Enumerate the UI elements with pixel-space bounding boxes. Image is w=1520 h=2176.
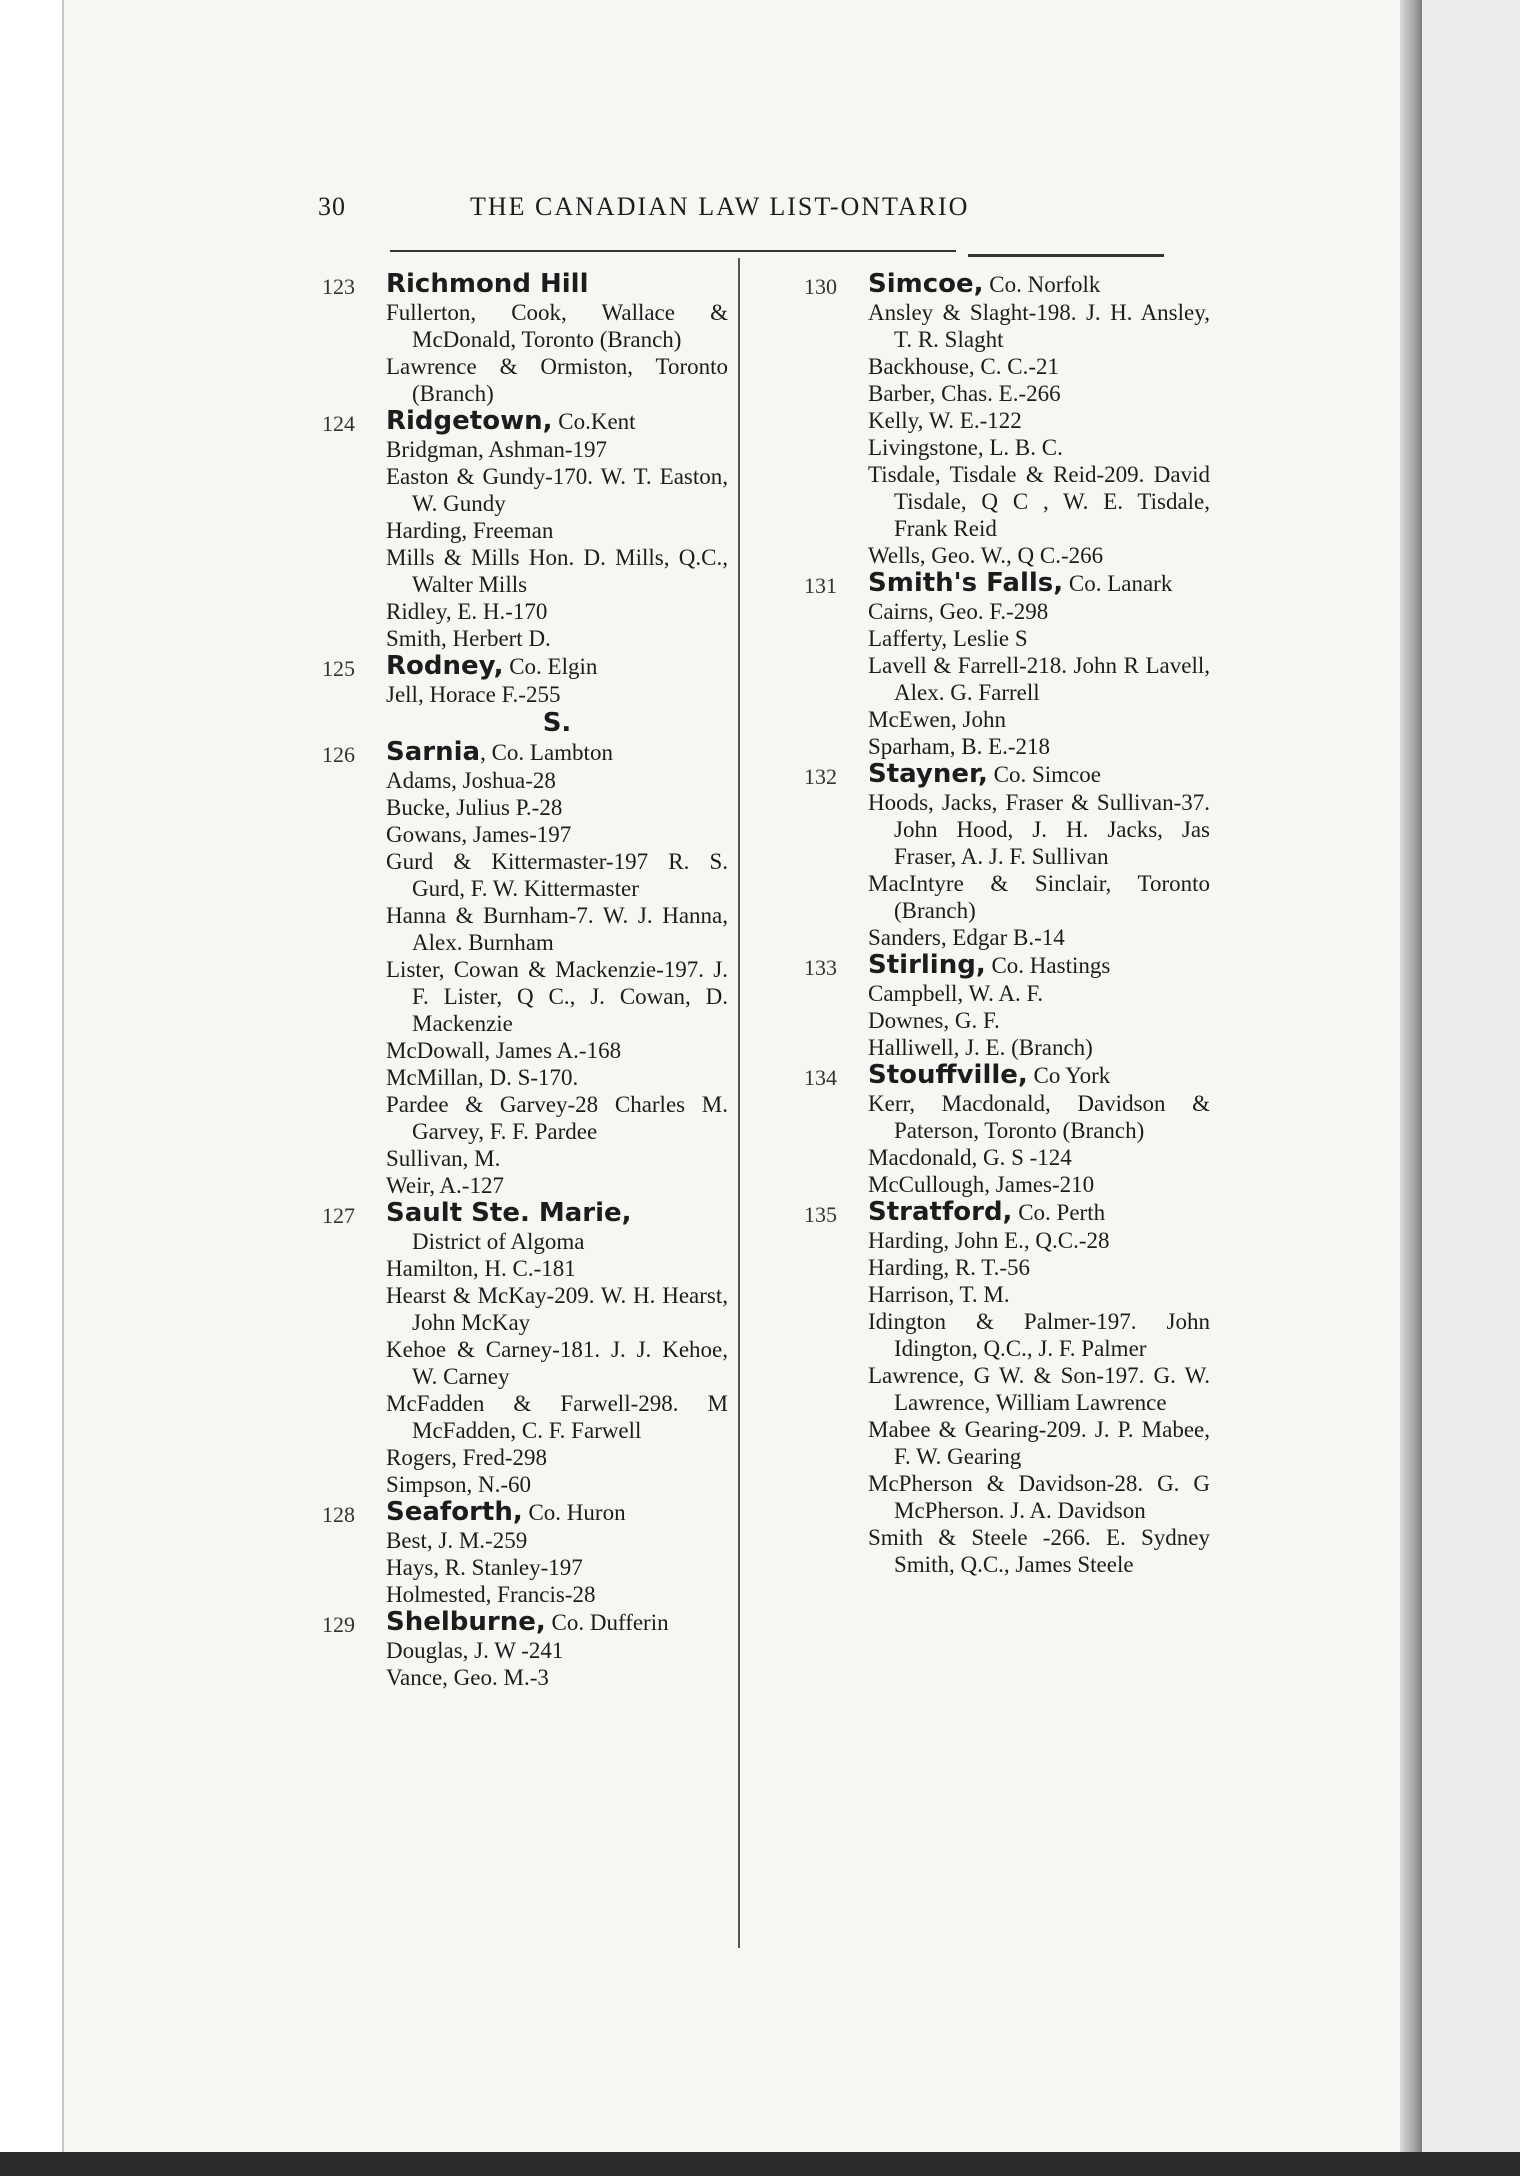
lawyer-listing: Harrison, T. M. — [868, 1282, 1010, 1307]
lawyer-listing: Sanders, Edgar B.-14 — [868, 925, 1065, 950]
county-name: Co. Hastings — [991, 953, 1111, 978]
lawyer-listing: Holmested, Francis-28 — [386, 1582, 596, 1607]
place-name: Richmond Hill — [386, 269, 589, 299]
town-entry — [318, 1498, 728, 1608]
county-line: District of Algoma — [412, 1229, 585, 1254]
lawyer-listing: Downes, G. F. — [868, 1008, 1000, 1033]
left-column — [318, 270, 728, 1691]
town-entry — [318, 1608, 728, 1691]
lawyer-listing: Lavell & Farrell-218. John R Lavell, Alex. G. Farrell — [868, 653, 1210, 705]
entry-number: 131 — [804, 573, 837, 598]
lawyer-listing: Smith, Herbert D. — [386, 626, 551, 651]
place-name: Stayner, — [868, 759, 988, 789]
lawyer-listing: Hearst & McKay-209. W. H. Hearst, John McKay — [386, 1283, 728, 1335]
lawyer-listing: Kehoe & Carney-181. J. J. Kehoe, W. Carney — [386, 1337, 728, 1389]
lawyer-listing: McPherson & Davidson-28. G. G McPherson. J. A. Davidson — [868, 1471, 1210, 1523]
lawyer-listing: McDowall, James A.-168 — [386, 1038, 622, 1063]
lawyer-listing: Macdonald, G. S -124 — [868, 1145, 1072, 1170]
lawyer-listing: Smith & Steele -266. E. Sydney Smith, Q.C., James Steele — [868, 1525, 1210, 1577]
lawyer-listing: Backhouse, C. C.-21 — [868, 354, 1060, 379]
place-heading — [868, 1198, 1210, 1227]
lawyer-listing: McMillan, D. S-170. — [386, 1065, 579, 1090]
county-name: Co York — [1033, 1063, 1111, 1088]
county-name: Co. Perth — [1018, 1200, 1106, 1225]
county-name: Co. Simcoe — [993, 762, 1101, 787]
town-entry — [318, 407, 728, 652]
place-heading — [868, 270, 1210, 299]
town-entry — [318, 1199, 728, 1498]
entry-number: 123 — [322, 274, 355, 299]
lawyer-listing: Idington & Palmer-197. John Idington, Q.C., J. F. Palmer — [868, 1309, 1210, 1361]
place-name: Stouffville, — [868, 1060, 1028, 1090]
lawyer-listing: Ansley & Slaght-198. J. H. Ansley, T. R. Slaght — [868, 300, 1210, 352]
entry-number: 127 — [322, 1203, 355, 1228]
lawyer-listing: Harding, Freeman — [386, 518, 554, 543]
place-heading — [386, 652, 728, 681]
place-heading — [868, 1061, 1210, 1090]
county-name: Co.Kent — [558, 409, 636, 434]
entry-number: 135 — [804, 1202, 837, 1227]
town-entry — [800, 569, 1210, 760]
place-name: Simcoe, — [868, 269, 984, 299]
page-header — [318, 192, 1038, 232]
page-number: 30 — [318, 192, 346, 221]
place-name: Sault Ste. Marie, — [386, 1198, 632, 1228]
town-entry — [318, 652, 728, 708]
page-edge-shadow — [1400, 0, 1422, 2176]
lawyer-listing: Pardee & Garvey-28 Charles M. Garvey, F. F. Pardee — [386, 1092, 728, 1144]
entry-number: 125 — [322, 656, 355, 681]
place-heading — [868, 760, 1210, 789]
town-entry — [800, 760, 1210, 951]
place-heading — [868, 569, 1210, 598]
lawyer-listing: Wells, Geo. W., Q C.-266 — [868, 543, 1104, 568]
lawyer-listing: Douglas, J. W -241 — [386, 1638, 564, 1663]
column-divider — [738, 258, 740, 1948]
place-name: Stirling, — [868, 950, 986, 980]
lawyer-listing: Mills & Mills Hon. D. Mills, Q.C., Walter Mills — [386, 545, 728, 597]
place-name: Rodney, — [386, 651, 504, 681]
entry-number: 129 — [322, 1612, 355, 1637]
entry-number: 128 — [322, 1502, 355, 1527]
place-heading — [386, 1199, 728, 1228]
lawyer-listing: Tisdale, Tisdale & Reid-209. David Tisdale, Q C , W. E. Tisdale, Frank Reid — [868, 462, 1210, 541]
town-entry — [800, 1061, 1210, 1198]
lawyer-listing: Bridgman, Ashman-197 — [386, 437, 608, 462]
place-name: Stratford, — [868, 1197, 1013, 1227]
scan-bottom-edge — [0, 2152, 1520, 2176]
lawyer-listing: Lawrence & Ormiston, Toronto (Branch) — [386, 354, 728, 406]
lawyer-listing: Simpson, N.-60 — [386, 1472, 532, 1497]
place-heading — [386, 1608, 728, 1637]
lawyer-listing: Hays, R. Stanley-197 — [386, 1555, 583, 1580]
place-name: Seaforth, — [386, 1497, 523, 1527]
county-name: , Co. Lambton — [480, 740, 613, 765]
place-heading — [868, 951, 1210, 980]
lawyer-listing: Livingstone, L. B. C. — [868, 435, 1063, 460]
lawyer-listing: Harding, R. T.-56 — [868, 1255, 1031, 1280]
place-heading — [386, 738, 728, 767]
entry-number: 134 — [804, 1065, 837, 1090]
place-heading — [386, 1498, 728, 1527]
place-name: Smith's Falls, — [868, 568, 1064, 598]
lawyer-listing: Rogers, Fred-298 — [386, 1445, 547, 1470]
lawyer-listing: Sullivan, M. — [386, 1146, 501, 1171]
county-name: Co. Dufferin — [551, 1610, 669, 1635]
entry-number: 132 — [804, 764, 837, 789]
running-title: THE CANADIAN LAW LIST-ONTARIO — [470, 192, 970, 221]
town-entry — [800, 951, 1210, 1061]
town-entry — [318, 270, 728, 407]
header-rule-left — [390, 250, 956, 252]
county-name: Co. Huron — [528, 1500, 626, 1525]
lawyer-listing: Halliwell, J. E. (Branch) — [868, 1035, 1093, 1060]
county-name: Co. Norfolk — [989, 272, 1101, 297]
lawyer-listing: Hoods, Jacks, Fraser & Sullivan-37. John Hood, J. H. Jacks, Jas Fraser, A. J. F. Sullivan — [868, 790, 1210, 869]
entry-number: 130 — [804, 274, 837, 299]
place-heading — [386, 270, 728, 299]
facing-page-edge — [1422, 0, 1520, 2176]
lawyer-listing: Jell, Horace F.-255 — [386, 682, 561, 707]
entry-number: 124 — [322, 411, 355, 436]
lawyer-listing: Barber, Chas. E.-266 — [868, 381, 1061, 406]
lawyer-listing: Lister, Cowan & Mackenzie-197. J. F. Lister, Q C., J. Cowan, D. Mackenzie — [386, 957, 728, 1036]
lawyer-listing: Hanna & Burnham-7. W. J. Hanna, Alex. Burnham — [386, 903, 728, 955]
section-letter: S. — [542, 708, 572, 738]
lawyer-listing: McEwen, John — [868, 707, 1006, 732]
town-entry — [800, 270, 1210, 569]
lawyer-listing: Best, J. M.-259 — [386, 1528, 528, 1553]
lawyer-listing: Gowans, James-197 — [386, 822, 572, 847]
lawyer-listing: Kelly, W. E.-122 — [868, 408, 1022, 433]
right-column — [800, 270, 1210, 1578]
place-name: Shelburne, — [386, 1607, 546, 1637]
lawyer-listing: Harding, John E., Q.C.-28 — [868, 1228, 1110, 1253]
lawyer-listing: Kerr, Macdonald, Davidson & Paterson, Toronto (Branch) — [868, 1091, 1210, 1143]
entry-number: 133 — [804, 955, 837, 980]
lawyer-listing: Easton & Gundy-170. W. T. Easton, W. Gundy — [386, 464, 728, 516]
lawyer-listing: Fullerton, Cook, Wallace & McDonald, Toronto (Branch) — [386, 300, 728, 352]
lawyer-listing: Weir, A.-127 — [386, 1173, 504, 1198]
place-heading — [386, 407, 728, 436]
lawyer-listing: MacIntyre & Sinclair, Toronto (Branch) — [868, 871, 1210, 923]
place-name: Ridgetown, — [386, 406, 553, 436]
lawyer-listing: Ridley, E. H.-170 — [386, 599, 548, 624]
lawyer-listing: Lafferty, Leslie S — [868, 626, 1028, 651]
lawyer-listing: Cairns, Geo. F.-298 — [868, 599, 1049, 624]
lawyer-listing: McCullough, James-210 — [868, 1172, 1095, 1197]
town-entry — [318, 738, 728, 1199]
place-name: Sarnia — [386, 737, 481, 767]
lawyer-listing: Sparham, B. E.-218 — [868, 734, 1051, 759]
lawyer-listing: Hamilton, H. C.-181 — [386, 1256, 576, 1281]
town-entry — [800, 1198, 1210, 1578]
header-rule-right — [968, 254, 1164, 257]
county-name: Co. Lanark — [1068, 571, 1173, 596]
lawyer-listing: Adams, Joshua-28 — [386, 768, 556, 793]
entry-number: 126 — [322, 742, 355, 767]
lawyer-listing: Bucke, Julius P.-28 — [386, 795, 563, 820]
lawyer-listing: Mabee & Gearing-209. J. P. Mabee, F. W. Gearing — [868, 1417, 1210, 1469]
lawyer-listing: Vance, Geo. M.-3 — [386, 1665, 549, 1690]
lawyer-listing: Campbell, W. A. F. — [868, 981, 1044, 1006]
lawyer-listing: Lawrence, G W. & Son-197. G. W. Lawrence, William Lawrence — [868, 1363, 1210, 1415]
county-name: Co. Elgin — [509, 654, 598, 679]
lawyer-listing: McFadden & Farwell-298. M McFadden, C. F. Farwell — [386, 1391, 728, 1443]
lawyer-listing: Gurd & Kittermaster-197 R. S. Gurd, F. W. Kittermaster — [386, 849, 728, 901]
